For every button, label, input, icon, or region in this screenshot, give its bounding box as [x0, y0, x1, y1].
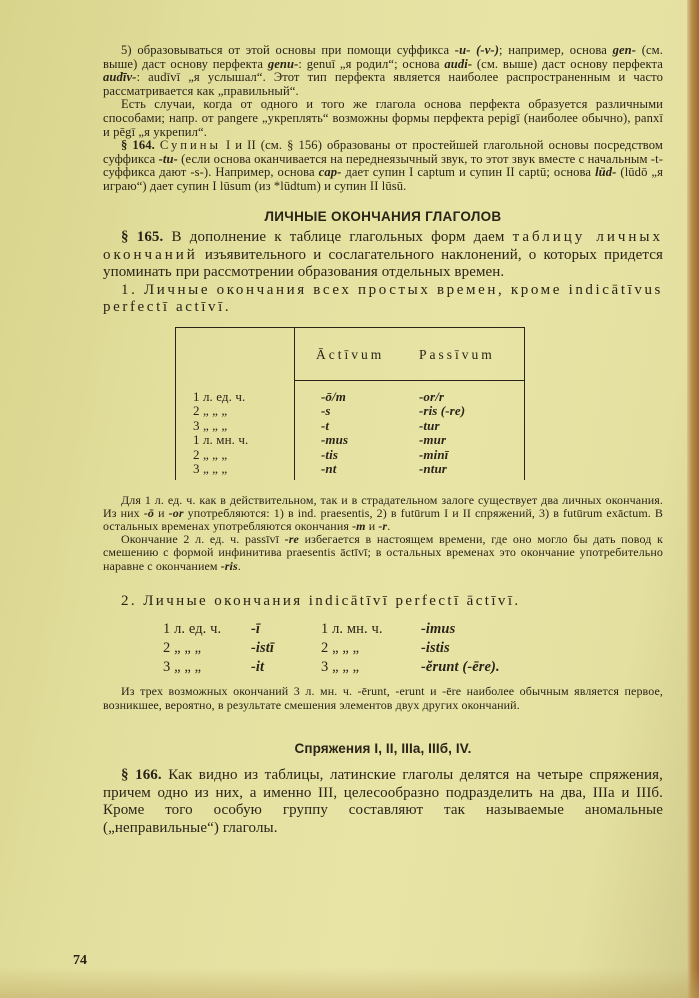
section-number: § 164.	[121, 138, 155, 153]
note-second-person: Окончание 2 л. ед. ч. passīvī -re избегается в настоящем времени, где оно могло бы дать повод к смешению с формой инфинитива praesentis āctīvī; в остальных временах это окончание употребительно наравне с окончанием -ris.	[103, 532, 663, 573]
page-edge	[687, 0, 699, 998]
page-shadow	[0, 968, 699, 998]
table-active: -ō/m -s -t -mus -tis -nt	[321, 388, 349, 477]
table-labels: 1 л. ед. ч. 2 „ „ „ 3 „ „ „ 1 л. мн. ч. 2 „ „ „ 3 „ „ „	[193, 388, 249, 477]
paragraph-164: § 164. Супины I и II (см. § 156) образованы от простейшей глагольной основы посредством суффикса -tu- (если основа оканчивается на переднеязычный звук, то этот звук вместе с начальным -t- суффикса дают -s-). Например, основа cap- дает супин I captum и супин II captū; основа lūd- (lūdō „я играю“) дает супин I lūsum (из *lūdtum) и супин II lūsū.	[103, 138, 663, 193]
header-activum: Āctīvum	[316, 346, 385, 362]
item-1: 1. Личные окончания всех простых времен, кроме indicātīvus perfectī actīvī.	[103, 281, 663, 316]
item-2: 2. Личные окончания indicātīvī perfectī āctīvī.	[121, 592, 521, 609]
paragraph-166: § 166. Как видно из таблицы, латинские глаголы делятся на четыре спряжения, причем одно из них, а именно III, целесообразно подразделить на два, IIIа и IIIб. Кроме того особую группу составляют так называемые аномальные („неправильные“) глаголы.	[103, 767, 663, 836]
section-number: § 166.	[121, 767, 162, 784]
page-number: 74	[73, 953, 87, 968]
table-divider	[294, 328, 295, 480]
perfect-endings	[103, 620, 663, 677]
paragraph-165: § 165. В дополнение к таблице глагольных форм даем таблицу личных окончаний изъявительного и сослагательного наклонений, о которых придется упоминать при рассмотрении образования отдельных времен.	[103, 229, 663, 281]
note-first-person: Для 1 л. ед. ч. как в действительном, так и в страдательном залоге существует два личных окончания. Из них -ō и -or употребляются: 1) в ind. praesentis, 2) в futūrum I и II спряжений, 3) в futūrum exāctum. В остальных временах употребляются окончания -m и -r.	[103, 492, 664, 534]
perfect-row: 2 „ „ „ -istī 2 „ „ „ -istis	[163, 640, 450, 657]
section-number: § 165.	[121, 229, 164, 246]
endings-table	[175, 327, 525, 480]
book-page	[103, 44, 663, 837]
header-passivum: Passīvum	[419, 346, 495, 362]
table-rule	[294, 380, 524, 381]
paragraph-5: 5) образовываться от этой основы при помощи суффикса -u- (-v-); например, основа gen- (см. выше) даст основу перфекта genu-: genuī „я родил“; основа audi- (см. выше) даст основу перфекта audīv-: audīvī „я услышал“. Этот тип перфекта является наиболее распространенным и часто рассматривается как „правильный“.	[103, 43, 663, 98]
section-heading-conjugations: Спряжения I, II, IIIа, IIIб, IV.	[294, 740, 472, 756]
table-passive: -or/r -ris (-re) -tur -mur -minī -ntur	[419, 388, 466, 477]
section-heading-endings: ЛИЧНЫЕ ОКОНЧАНИЯ ГЛАГОЛОВ	[264, 208, 502, 224]
paragraph-cases: Есть случаи, когда от одного и того же глагола основа перфекта образуется различными способами; напр. от pangere „укреплять“ возможны формы перфекта pepigī (наиболее обычно), panxī и pēgī „я укрепил“.	[103, 97, 663, 139]
perfect-row: 1 л. ед. ч. -ī 1 л. мн. ч. -imus	[163, 621, 456, 638]
perfect-row: 3 „ „ „ -it 3 „ „ „ -ĕrunt (-ēre).	[163, 659, 500, 676]
note-third-plural: Из трех возможных окончаний 3 л. мн. ч. -ērunt, -erunt и -ēre наиболее обычным является первое, возникшее, вероятно, в результате смешения элементов двух других окончаний.	[103, 684, 663, 712]
